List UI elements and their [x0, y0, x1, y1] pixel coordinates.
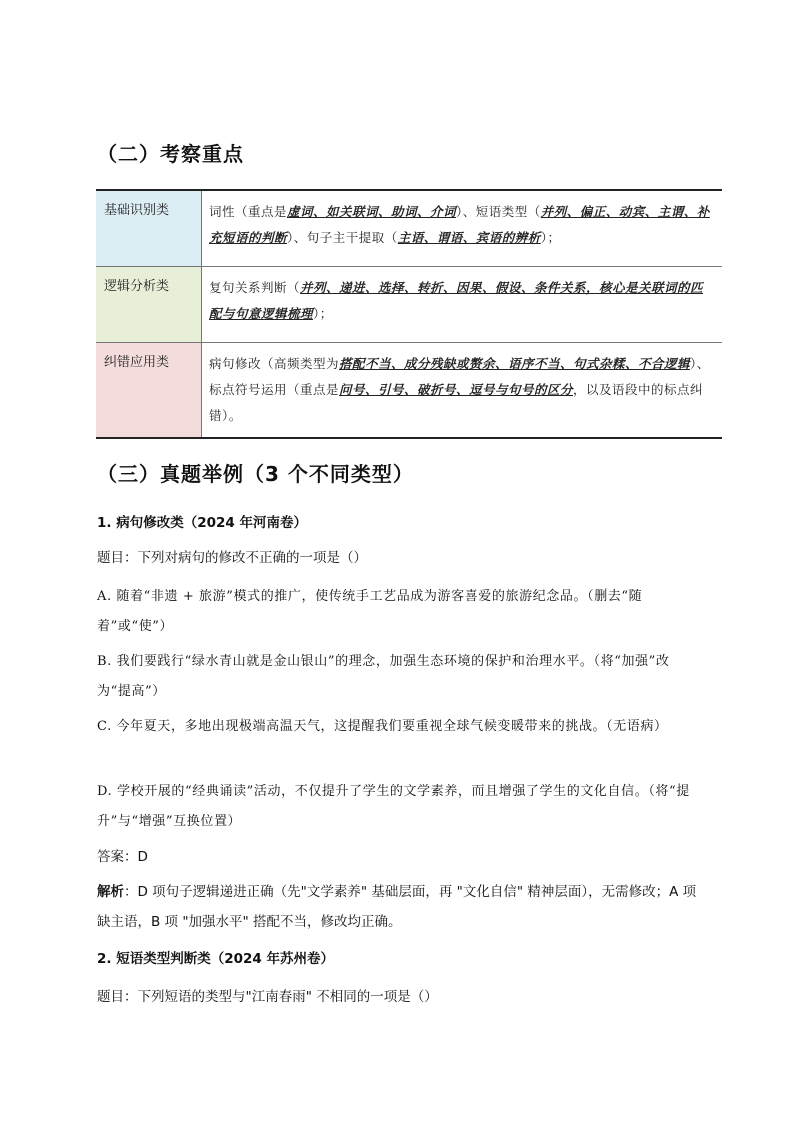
- description-text: ）、短语类型（: [456, 204, 541, 219]
- description-cell: [202, 267, 723, 343]
- category-cell: 纠错应用类: [96, 343, 202, 439]
- description-text: ，以及语段中的标点纠错）。: [209, 382, 704, 423]
- analysis: [97, 877, 697, 937]
- analysis-label: 解析: [97, 884, 124, 900]
- option-d: D. 学校开展的“经典诵读”活动，不仅提升了学生的文学素养，而且增强了学生的文化自信。（将“提升”与“增强”互换位置）: [97, 784, 690, 829]
- table-row: [96, 190, 722, 267]
- emphasized-text: 搭配不当、成分残缺或赘余、语序不当、句式杂糅、不合逻辑: [339, 356, 691, 371]
- description-text: ）、标点符号运用（重点是: [209, 356, 710, 397]
- question-stem: 题目：下列对病句的修改不正确的一项是（）: [97, 550, 367, 566]
- description-cell: [202, 190, 723, 267]
- emphasized-text: 虚词、如关联词、助词、介词: [287, 204, 457, 219]
- answer: 答案：D: [97, 849, 148, 865]
- question-stem: 题目：下列短语的类型与"江南春雨" 不相同的一项是（）: [97, 989, 438, 1005]
- table-row: [96, 267, 722, 343]
- section-title: （三）真题举例（3 个不同类型）: [97, 462, 414, 486]
- option-c: C. 今年夏天，多地出现极端高温天气，这提醒我们要重视全球气候变暖带来的挑战。（无语病）: [97, 719, 668, 734]
- description-text: 复句关系判断（: [209, 280, 301, 295]
- category-cell: 基础识别类: [96, 190, 202, 267]
- focus-table: [96, 189, 722, 439]
- emphasized-text: 并列、递进、选择、转折、因果、假设、条件关系，核心是关联词的匹配与句意逻辑梳理: [209, 280, 704, 321]
- option-a: A. 随着“非遗 + 旅游”模式的推广，使传统手工艺品成为游客喜爱的旅游纪念品。（删去“随着”或“使”）: [97, 589, 643, 634]
- category-cell: 逻辑分析类: [96, 267, 202, 343]
- question-heading: 2. 短语类型判断类（2024 年苏州卷）: [97, 951, 334, 967]
- option-b: B. 我们要践行“绿水青山就是金山银山”的理念，加强生态环境的保护和治理水平。（将“加强”改为“提高”）: [97, 654, 670, 699]
- analysis-text: ：D 项句子逻辑递进正确（先"文学素养" 基础层面，再 "文化自信" 精神层面），无需修改；A 项缺主语，B 项 "加强水平" 搭配不当，修改均正确。: [97, 884, 697, 930]
- section-title: （二）考察重点: [97, 142, 244, 166]
- emphasized-text: 问号、引号、破折号、逗号与句号的区分: [339, 382, 574, 397]
- description-text: ）；: [313, 306, 333, 321]
- emphasized-text: 并列、偏正、动宾、主谓、补充短语的判断: [209, 204, 710, 245]
- description-text: ）；: [540, 230, 561, 245]
- description-text: ）、句子主干提取（: [287, 230, 398, 245]
- emphasized-text: 主语、谓语、宾语的辨析: [397, 230, 541, 245]
- description-text: 病句修改（高频类型为: [209, 356, 340, 371]
- table-row: [96, 343, 722, 439]
- description-text: 词性（重点是: [209, 204, 288, 219]
- description-cell: [202, 343, 723, 439]
- question-heading: 1. 病句修改类（2024 年河南卷）: [97, 515, 307, 531]
